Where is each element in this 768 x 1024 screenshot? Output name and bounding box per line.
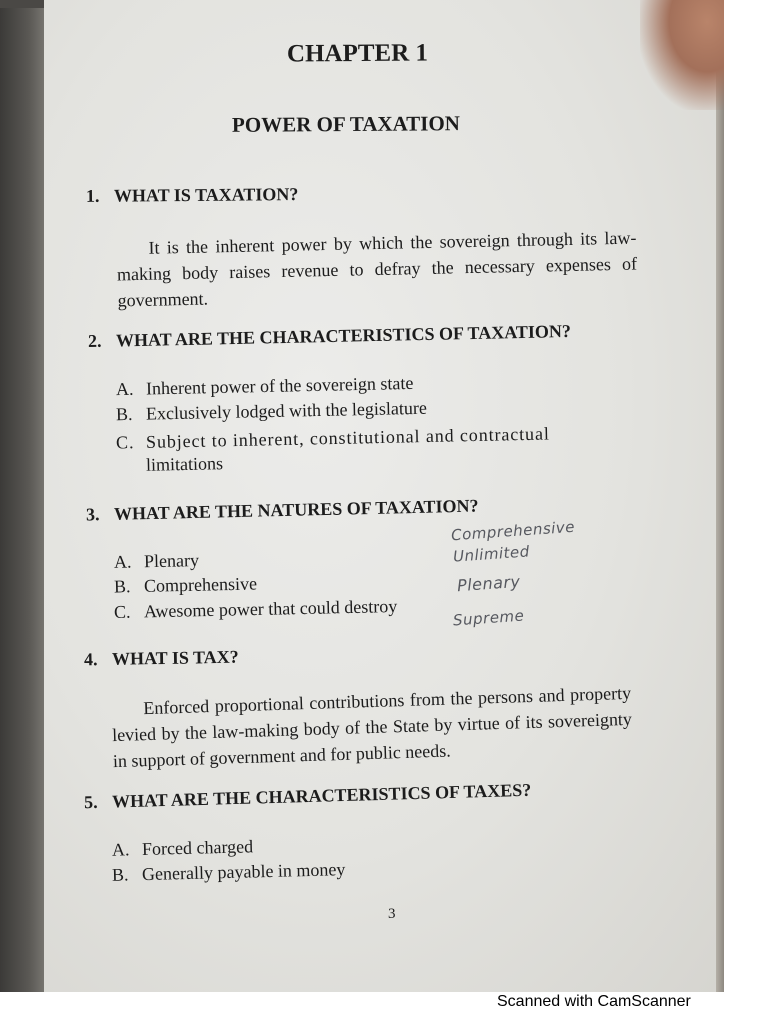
- finger-shadow: [640, 0, 724, 110]
- item-letter: B.: [115, 403, 133, 425]
- question-2-number: 2.: [87, 330, 102, 352]
- question-2-item-b: [116, 398, 427, 426]
- item-text: Exclusively lodged with the legislature: [145, 397, 428, 424]
- item-letter: A.: [111, 839, 130, 860]
- item-text: Subject to inherent, constitutional and contractual: [145, 423, 550, 452]
- background-edge: [0, 0, 48, 992]
- item-letter: C.: [115, 432, 135, 453]
- question-3-heading: [86, 496, 479, 526]
- question-3-item-a: [114, 550, 199, 573]
- item-text: Awesome power that could destroy: [143, 596, 398, 622]
- item-text: Forced charged: [141, 836, 254, 859]
- question-4-number: 4.: [83, 649, 98, 670]
- handwritten-note-3: Plenary: [456, 571, 522, 596]
- question-3-item-b: [114, 574, 257, 598]
- page-number: 3: [388, 906, 396, 922]
- item-text: Comprehensive: [143, 573, 258, 596]
- question-5-item-a: [112, 836, 254, 860]
- item-letter: B.: [111, 864, 129, 885]
- question-2-heading: [88, 321, 571, 352]
- scanner-watermark: Scanned with CamScanner: [497, 993, 691, 1010]
- item-text: Inherent power of the sovereign state: [145, 372, 414, 399]
- question-4-heading: [84, 647, 239, 671]
- question-1-answer: It is the inherent power by which the sovereign through its law-making body raises revenue to defray the necessary expenses of government.: [116, 227, 638, 311]
- question-5-number: 5.: [83, 791, 98, 813]
- question-4-answer: Enforced proportional contributions from the persons and property levied by the law-making body of the State by virtue of its sovereignty in support of government and for public needs.: [111, 682, 633, 772]
- item-letter: A.: [113, 551, 132, 572]
- question-5-item-b: [112, 859, 346, 886]
- chapter-title: POWER OF TAXATION: [231, 111, 460, 137]
- question-1-heading: [86, 184, 299, 207]
- question-4-text: WHAT IS TAX?: [111, 646, 239, 669]
- question-1-number: 1.: [85, 185, 100, 206]
- question-2-text: WHAT ARE THE CHARACTERISTICS OF TAXATION?: [115, 320, 572, 351]
- question-3-text: WHAT ARE THE NATURES OF TAXATION?: [113, 495, 479, 524]
- item-letter: B.: [113, 576, 131, 597]
- handwritten-note-1: Comprehensive: [450, 517, 576, 545]
- handwritten-note-2: Unlimited: [452, 542, 531, 566]
- question-1-text: WHAT IS TAXATION?: [113, 184, 299, 206]
- item-text: Plenary: [143, 550, 200, 572]
- question-2-item-c: [116, 423, 550, 453]
- item-letter: A.: [115, 378, 134, 400]
- question-3-number: 3.: [85, 504, 100, 525]
- question-2-item-a: [116, 373, 414, 400]
- question-5-text: WHAT ARE THE CHARACTERISTICS OF TAXES?: [111, 779, 532, 812]
- book-page: [44, 0, 716, 992]
- item-text: Generally payable in money: [141, 859, 346, 885]
- question-5-heading: [84, 780, 532, 813]
- chapter-heading: CHAPTER 1: [286, 39, 429, 68]
- handwritten-note-4: Supreme: [452, 606, 525, 630]
- question-2-item-c-continued: limitations: [145, 453, 224, 475]
- item-letter: C.: [113, 601, 131, 622]
- question-3-item-c: [114, 596, 398, 623]
